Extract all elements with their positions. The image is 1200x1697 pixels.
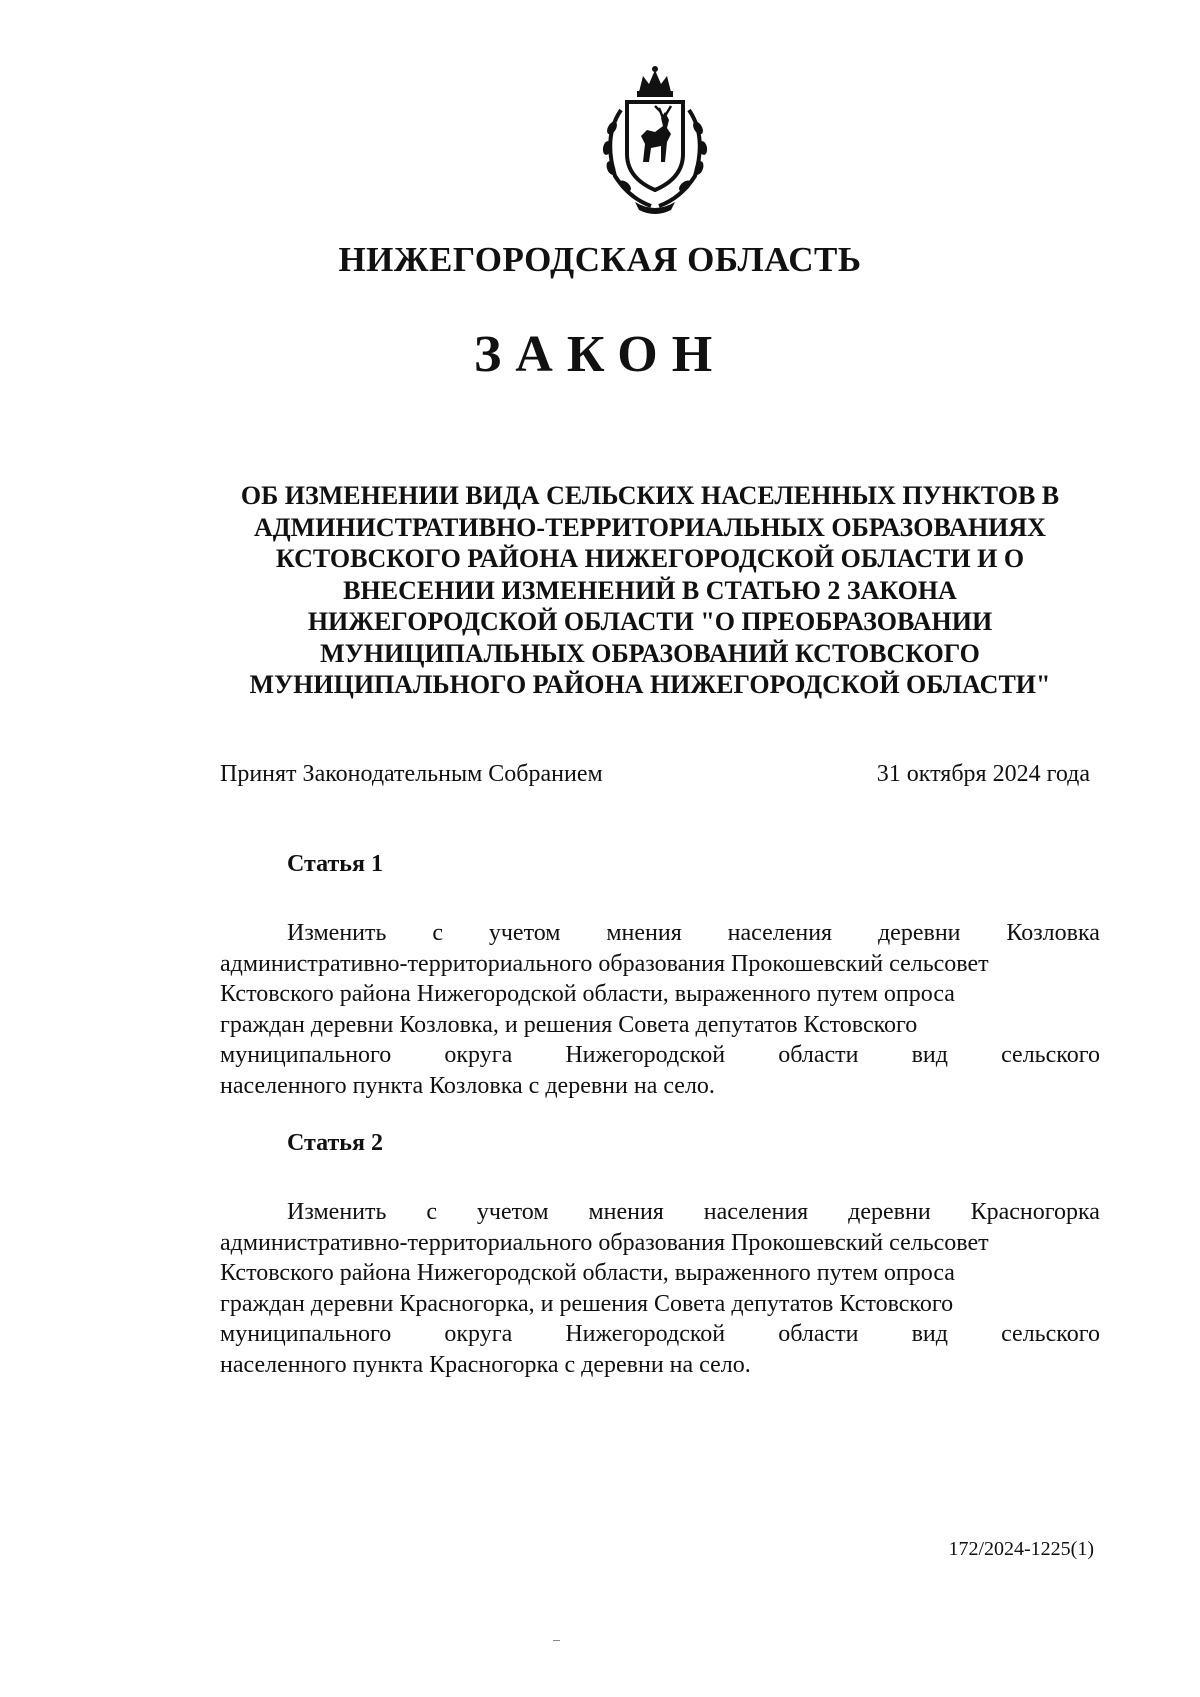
word: Козловка (1006, 920, 1100, 946)
article-1-line: населенного пункта Козловка с деревни на село. (220, 1072, 715, 1099)
article-1-heading: Статья 1 (287, 851, 383, 877)
article-1-body (220, 918, 1100, 1101)
region-name: НИЖЕГОРОДСКАЯ ОБЛАСТЬ (338, 240, 862, 279)
article-2-line: Кстовского района Нижегородской области, выраженного путем опроса (220, 1260, 955, 1286)
adoption-date: 31 октября 2024 года (876, 761, 1090, 787)
word: Красногорка (970, 1199, 1100, 1225)
law-title (200, 480, 1100, 701)
law-title-line: АДМИНИСТРАТИВНО-ТЕРРИТОРИАЛЬНЫХ ОБРАЗОВАНИЯХ (254, 512, 1046, 542)
word: Нижегородской (565, 1321, 726, 1347)
article-1-line: граждан деревни Козловка, и решения Совета депутатов Кстовского (220, 1011, 918, 1038)
article-2-line (220, 1197, 1100, 1228)
word: области (778, 1321, 859, 1347)
word: с (426, 1199, 437, 1225)
article-2-line: населенного пункта Красногорка с деревни на село. (220, 1351, 751, 1378)
word: Нижегородской (565, 1042, 726, 1068)
article-1-line (220, 1040, 1100, 1071)
article-1-line (220, 918, 1100, 949)
article-2-line: административно-территориального образования Прокошевский сельсовет (220, 1229, 989, 1256)
word: деревни (877, 920, 961, 946)
word: населения (727, 920, 833, 946)
word: населения (703, 1199, 809, 1225)
law-title-line: КСТОВСКОГО РАЙОНА НИЖЕГОРОДСКОЙ ОБЛАСТИ И О (275, 544, 1025, 573)
law-title-line: МУНИЦИПАЛЬНОГО РАЙОНА НИЖЕГОРОДСКОЙ ОБЛАСТИ" (249, 670, 1051, 699)
scan-mark (553, 1640, 560, 1641)
article-1-line: административно-территориального образования Прокошевский сельсовет (220, 950, 989, 977)
article-2-line: граждан деревни Красногорка, и решения Совета депутатов Кстовского (220, 1290, 954, 1317)
word: мнения (606, 920, 682, 946)
law-title-line: ОБ ИЗМЕНЕНИИ ВИДА СЕЛЬСКИХ НАСЕЛЕННЫХ ПУНКТОВ В (240, 481, 1060, 510)
adoption-label: Принят Законодательным Собранием (220, 761, 603, 787)
article-2-heading: Статья 2 (287, 1130, 383, 1156)
word: вид (911, 1042, 948, 1068)
document-number: 172/2024-1225(1) (948, 1538, 1094, 1560)
law-title-line: МУНИЦИПАЛЬНЫХ ОБРАЗОВАНИЙ КСТОВСКОГО (320, 638, 980, 668)
word: сельского (1001, 1042, 1100, 1068)
word: Изменить (287, 920, 387, 946)
word: мнения (588, 1199, 664, 1225)
word: с (432, 920, 443, 946)
law-title-line: НИЖЕГОРОДСКОЙ ОБЛАСТИ "О ПРЕОБРАЗОВАНИИ (307, 607, 993, 636)
article-2-line (220, 1319, 1100, 1350)
word: учетом (476, 1199, 549, 1225)
word: Изменить (287, 1199, 387, 1225)
word: учетом (488, 920, 561, 946)
document-type: ЗАКОН (473, 326, 727, 383)
word: вид (911, 1321, 948, 1347)
word: области (778, 1042, 859, 1068)
word: округа (444, 1042, 513, 1068)
word: муниципального (220, 1042, 392, 1068)
article-2-body (220, 1197, 1100, 1380)
article-1-line: Кстовского района Нижегородской области, выраженного путем опроса (220, 981, 955, 1007)
word: округа (444, 1321, 513, 1347)
law-title-line: ВНЕСЕНИИ ИЗМЕНЕНИЙ В СТАТЬЮ 2 ЗАКОНА (343, 575, 957, 605)
word: сельского (1001, 1321, 1100, 1347)
word: деревни (848, 1199, 931, 1225)
coat-of-arms-emblem (585, 66, 725, 216)
word: муниципального (220, 1321, 392, 1347)
